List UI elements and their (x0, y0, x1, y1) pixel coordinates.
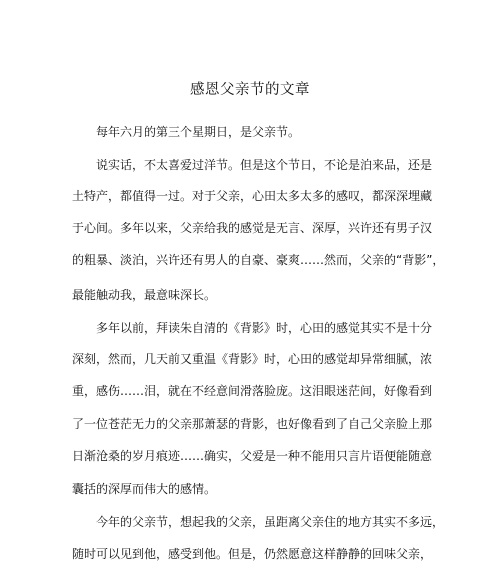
paragraph-line: 土特产，都值得一过。对于父亲，心田太多太多的感叹，都深深埋藏 (72, 189, 433, 203)
paragraph-line: 随时可以见到他，感受到他。但是，仍然愿意这样静静的回味父亲， (72, 547, 433, 561)
paragraph-line: 重，感伤……泪，就在不经意间滑落脸庞。这泪眼迷茫间，好像看到 (72, 384, 433, 398)
document-title: 感恩父亲节的文章 (190, 82, 310, 98)
paragraph-line: 最能触动我，最意味深长。 (72, 288, 217, 302)
paragraph-line: 于心间。多年以来，父亲给我的感觉是无言、深厚，兴许还有男子汉 (72, 221, 433, 235)
paragraph-line: 每年六月的第三个星期日，是父亲节。 (96, 125, 301, 139)
paragraph-line: 日渐沧桑的岁月痕迹……确实，父爱是一种不能用只言片语便能随意 (72, 449, 433, 463)
paragraph-line: 囊括的深厚而伟大的感情。 (72, 482, 217, 496)
paragraph-line: 了一位苍茫无力的父亲那萧瑟的背影，也好像看到了自己父亲脸上那 (72, 417, 433, 431)
paragraph-line: 的粗暴、淡泊，兴许还有男人的自豪、豪爽……然而，父亲的“背影”， (72, 253, 445, 267)
paragraph-line: 深刻，然而，几天前又重温《背影》时，心田的感觉却异常细腻，浓 (72, 352, 433, 366)
paragraph-line: 多年以前，拜读朱自清的《背影》时，心田的感觉其实不是十分 (96, 321, 433, 335)
paragraph-line: 说实话，不太喜爱过洋节。但是这个节日，不论是泊来品，还是 (96, 158, 433, 172)
paragraph-line: 今年的父亲节，想起我的父亲，虽距离父亲住的地方其实不多远， (96, 515, 445, 529)
